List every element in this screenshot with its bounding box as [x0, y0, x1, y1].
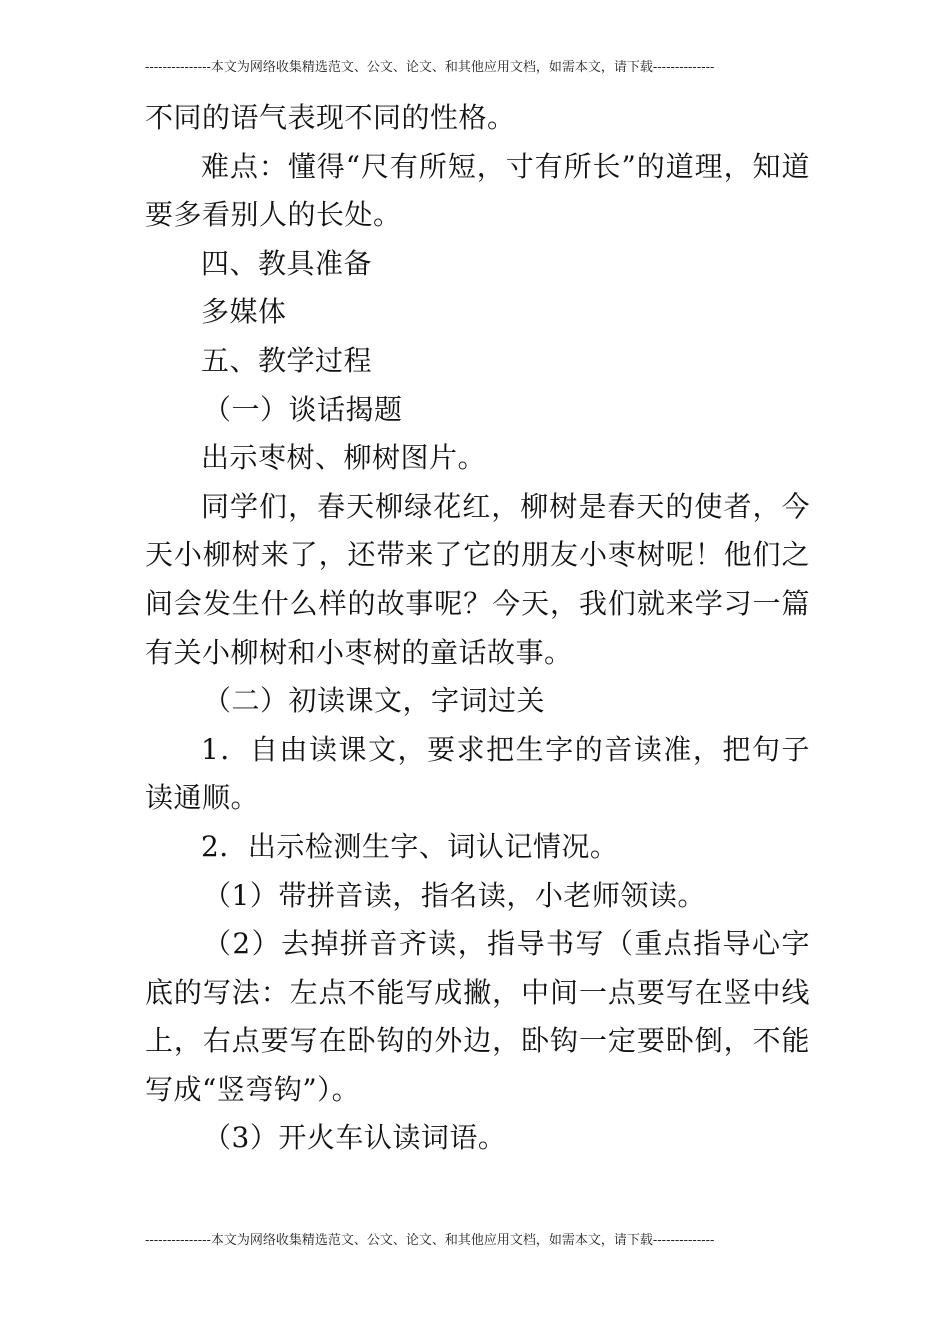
page-header: ---------------本文为网络收集精选范文、公文、论文、和其他应用文档，如需本文，请下载--------------	[145, 60, 715, 75]
paragraph-substep-3: （3）开火车认读词语。	[203, 1121, 507, 1155]
section-heading-teaching-process: 五、教学过程	[201, 343, 373, 377]
paragraph-show-pictures: 出示枣树、柳树图片。	[201, 441, 487, 475]
subsection-heading-2: （二）初读课文，字词过关	[203, 684, 546, 718]
paragraph-multimedia: 多媒体	[201, 295, 287, 329]
section-heading-teaching-aids: 四、教具准备	[201, 246, 373, 280]
page-footer: ---------------本文为网络收集精选范文、公文、论文、和其他应用文档，如需本文，请下载--------------	[145, 1233, 715, 1248]
paragraph-step-1: 1．自由读课文，要求把生字的音读准，把句子读通顺。	[145, 732, 810, 815]
paragraph-1: 不同的语气表现不同的性格。	[145, 101, 516, 134]
paragraph-difficulty: 难点：懂得“尺有所短，寸有所长”的道理，知道要多看别人的长处。	[145, 149, 810, 232]
paragraph-substep-1: （1）带拼音读，指名读，小老师领读。	[203, 878, 706, 912]
document-body	[145, 94, 810, 1163]
paragraph-step-2: 2．出示检测生字、词认记情况。	[201, 829, 619, 863]
paragraph-substep-2: （2）去掉拼音齐读，指导书写（重点指导心字底的写法：左点不能写成撇，中间一点要写在竖中线上，右点要写在卧钩的外边，卧钩一定要卧倒，不能写成“竖弯钩”）。	[145, 927, 810, 1106]
paragraph-intro: 同学们，春天柳绿花红，柳树是春天的使者，今天小柳树来了，还带来了它的朋友小枣树呢！他们之间会发生什么样的故事呢？今天，我们就来学习一篇有关小柳树和小枣树的童话故事。	[145, 489, 810, 669]
subsection-heading-1: （一）谈话揭题	[203, 392, 403, 426]
